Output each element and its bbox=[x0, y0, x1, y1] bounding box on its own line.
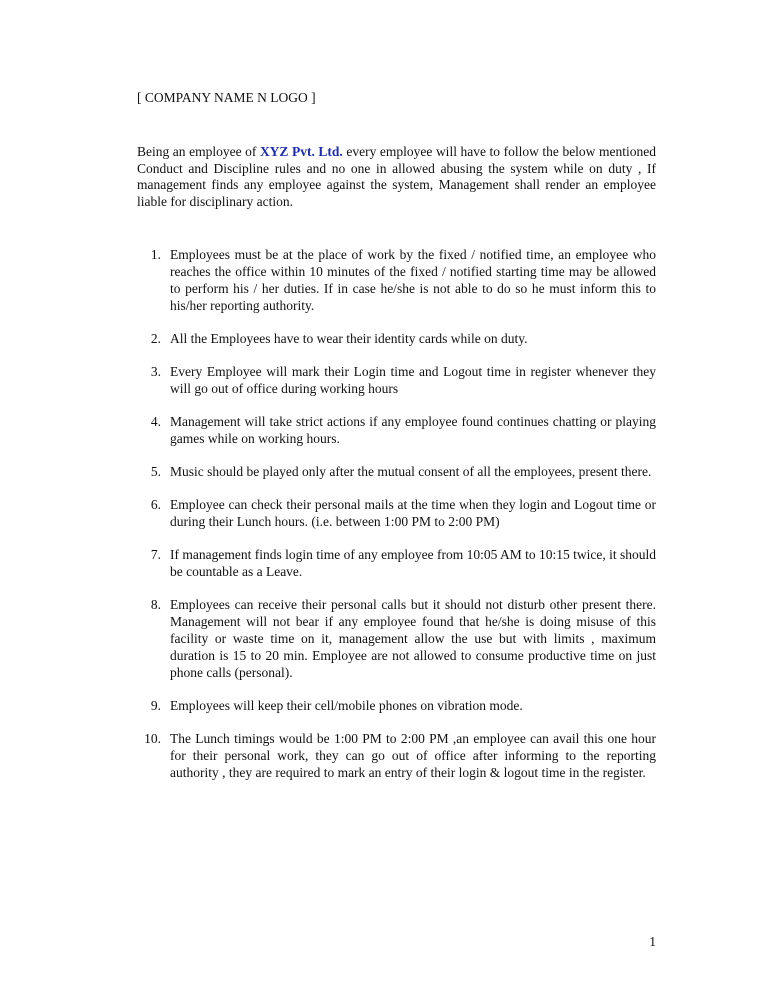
rule-text: Employees must be at the place of work by the fixed / notified time, an employee who reaches the office within 10 minutes of the fixed / notified starting time may be allowed to perform his / her duties. If in case he/she is not able to do so he must inform this to his/her reporting authority. bbox=[170, 247, 656, 313]
rule-item bbox=[137, 413, 656, 447]
rule-item bbox=[137, 546, 656, 580]
rule-text: Management will take strict actions if any employee found continues chatting or playing games while on working hours. bbox=[170, 414, 656, 446]
rule-item bbox=[137, 363, 656, 397]
intro-suffix: every employee will have to follow the below mentioned Conduct and Discipline rules and no one in allowed abusing the system while on duty , If management finds any employee against the system, Management shall render an employee liable for disciplinary action. bbox=[137, 144, 656, 209]
rules-list bbox=[137, 246, 656, 797]
rule-text: Music should be played only after the mutual consent of all the employees, present there. bbox=[170, 464, 652, 479]
rule-number: 3. bbox=[150, 364, 161, 379]
rule-text: Employees will keep their cell/mobile phones on vibration mode. bbox=[170, 698, 523, 713]
rule-number: 10. bbox=[144, 731, 161, 746]
rule-item bbox=[137, 697, 656, 714]
rule-item bbox=[137, 330, 656, 347]
rule-text: All the Employees have to wear their identity cards while on duty. bbox=[170, 331, 528, 346]
rule-text: Employee can check their personal mails at the time when they login and Logout time or during their Lunch hours. (i.e. between 1:00 PM to 2:00 PM) bbox=[170, 497, 656, 529]
intro-paragraph bbox=[137, 144, 656, 210]
page-number: 1 bbox=[649, 934, 656, 949]
intro-prefix: Being an employee of bbox=[137, 144, 260, 159]
rule-text: Employees can receive their personal calls but it should not disturb other present there. Management will not bear if any employee found that he/she is doing misuse of this facility or waste time on it, management allow the use but with limits , maximum duration is 15 to 20 min. Employee are not allowed to consume productive time on just phone calls (personal). bbox=[170, 597, 656, 680]
rule-item bbox=[137, 463, 656, 480]
rule-text: Every Employee will mark their Login time and Logout time in register whenever they will go out of office during working hours bbox=[170, 364, 656, 396]
rule-number: 2. bbox=[150, 331, 161, 346]
company-name-logo-placeholder: [ COMPANY NAME N LOGO ] bbox=[137, 90, 316, 105]
rule-text: The Lunch timings would be 1:00 PM to 2:00 PM ,an employee can avail this one hour for their personal work, they can go out of office after informing to the reporting authority , they are required to mark an entry of their login & logout time in the register. bbox=[170, 731, 656, 780]
rule-text: If management finds login time of any employee from 10:05 AM to 10:15 twice, it should be countable as a Leave. bbox=[170, 547, 656, 579]
rule-number: 5. bbox=[150, 464, 161, 479]
company-name: XYZ Pvt. Ltd. bbox=[259, 144, 343, 159]
document-page bbox=[137, 0, 656, 994]
rule-item bbox=[137, 246, 656, 314]
rule-number: 7. bbox=[150, 547, 161, 562]
rule-number: 6. bbox=[150, 497, 161, 512]
rule-number: 1. bbox=[150, 247, 161, 262]
rule-item bbox=[137, 596, 656, 681]
rule-number: 9. bbox=[150, 698, 161, 713]
rule-number: 8. bbox=[150, 597, 161, 612]
rule-number: 4. bbox=[150, 414, 161, 429]
rule-item bbox=[137, 496, 656, 530]
rule-item bbox=[137, 730, 656, 781]
